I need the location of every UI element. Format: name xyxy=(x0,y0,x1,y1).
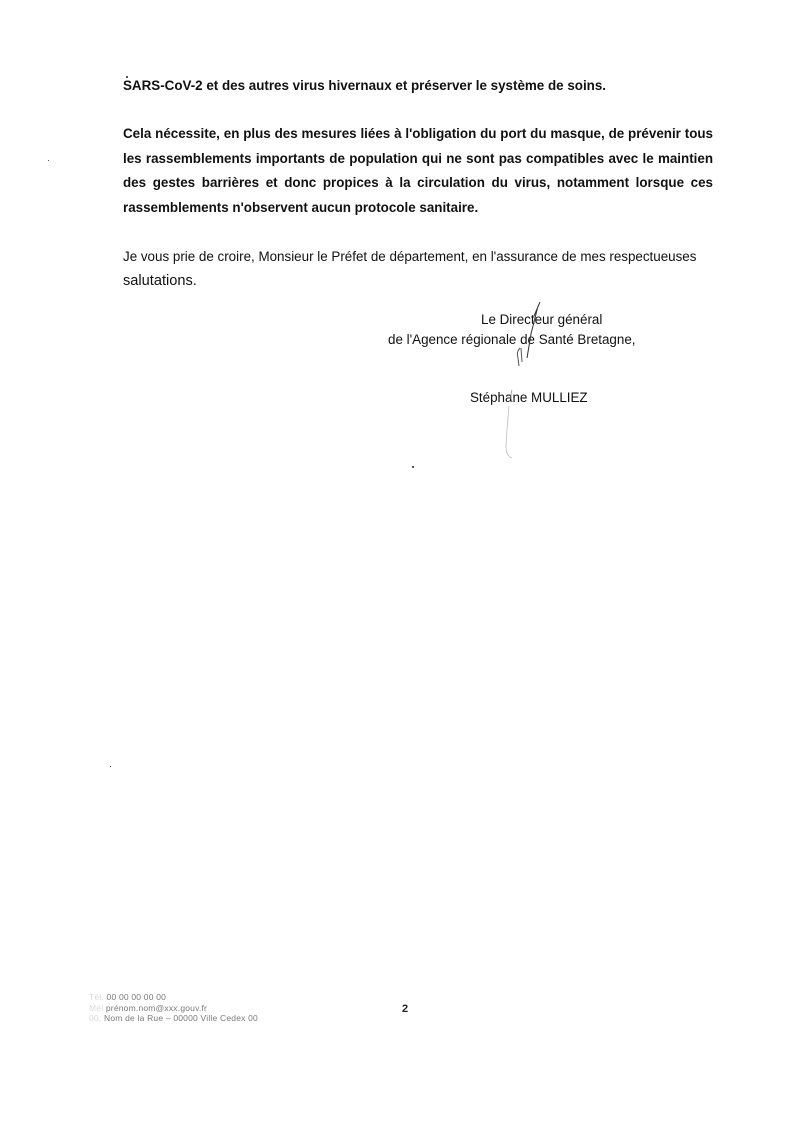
paragraph-measures: Cela nécessite, en plus des mesures liées à l'obligation du port du masque, de prévenir tous les rassemblements importants de population qui ne sont pas compatibles avec le maintien des gestes barrières et donc propices à la circulation du virus, notamment lorsque ces rassemblements n'observent aucun protocole sanitaire. xyxy=(123,126,713,215)
footer-mel-value: prénom.nom@xxx.gouv.fr xyxy=(105,1002,208,1013)
scan-speck xyxy=(110,766,111,767)
footer-tel-label: Tél. xyxy=(89,992,104,1002)
signatory-title-line-2: de l'Agence régionale de Santé Bretagne, xyxy=(388,332,636,347)
scan-speck xyxy=(126,76,128,78)
closing-line-2: salutations. xyxy=(123,273,197,289)
footer-mel-label: Mél xyxy=(89,1002,104,1013)
paragraph-continuation: SARS-CoV-2 et des autres virus hivernaux et préserver le système de soins. xyxy=(123,78,607,93)
handwritten-signature xyxy=(490,296,550,466)
closing-formula xyxy=(123,244,719,294)
signatory-name: Stéphane MULLIEZ xyxy=(470,390,588,405)
footer-contact xyxy=(89,992,258,1024)
scan-speck xyxy=(48,160,49,161)
closing-line-1: Je vous prie de croire, Monsieur le Préfet de département, en l'assurance de mes respectueuses xyxy=(123,249,697,264)
footer-tel-value: 00 00 00 00 00 xyxy=(106,992,167,1002)
signatory-title-line-1: Le Directeur général xyxy=(481,312,603,327)
scan-speck xyxy=(412,466,414,468)
footer-address-label: 00, xyxy=(89,1013,102,1023)
footer-address-value: Nom de la Rue – 00000 Ville Cedex 00 xyxy=(103,1013,258,1023)
page-number: 2 xyxy=(402,1003,409,1015)
